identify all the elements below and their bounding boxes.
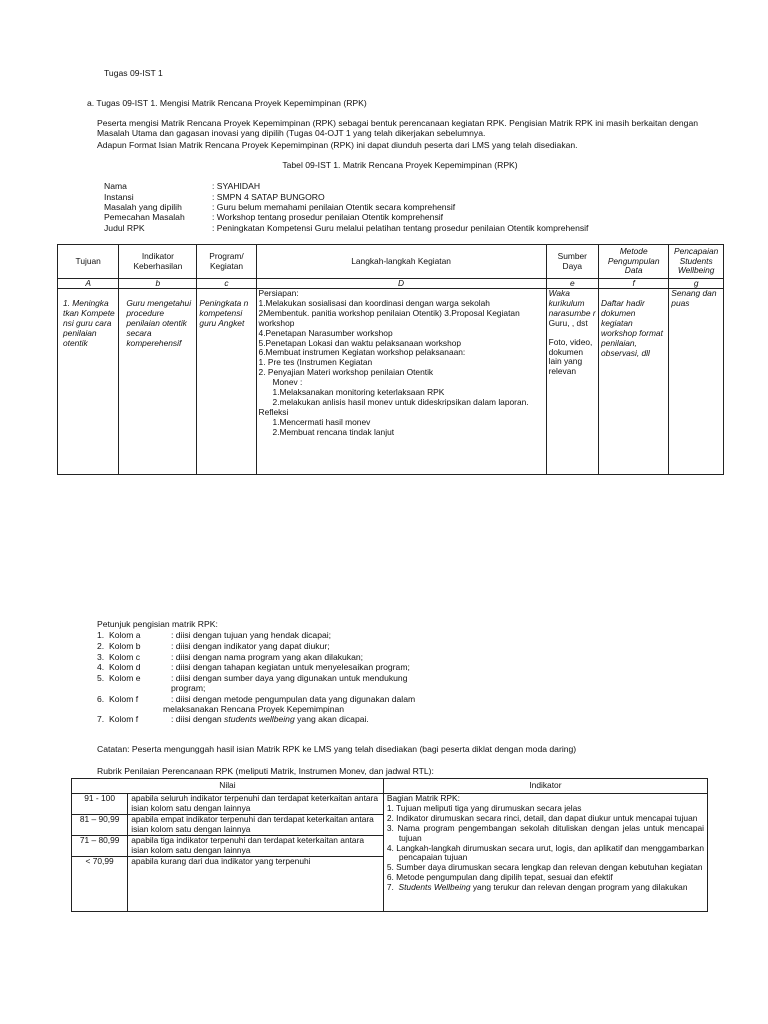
instruction-kolom: Kolom b — [109, 641, 141, 651]
identity-value: : Peningkatan Kompetensi Guru melalui pelatihan tentang prosedur penilaian Otentik komprehensif — [212, 223, 589, 233]
instruction-text: : diisi dengan nama program yang akan dilakukan; — [171, 652, 364, 662]
letter-b: b — [119, 279, 197, 289]
rubric-row — [72, 794, 708, 815]
instruction-kolom: Kolom e — [109, 673, 141, 683]
langkah-step: 2. Penyajian Materi workshop penilaian Otentik — [258, 367, 434, 378]
instruction-num: 1. — [97, 630, 105, 640]
rubric-header-nilai: Nilai — [72, 779, 384, 794]
instruction-text: : diisi dengan metode pengumpulan data yang digunakan dalam — [171, 694, 416, 704]
matrix-letter-row — [58, 279, 724, 289]
rubric-nilai: 71 – 80,99 — [72, 836, 128, 857]
item7-rest: yang terukur dan relevan dengan program yang dilakukan — [470, 882, 688, 893]
instruction-text: melaksanakan Rencana Proyek Kepemimpinan — [163, 704, 345, 714]
instruction-num: 7. — [97, 714, 105, 724]
instruction-text: : diisi dengan tujuan yang hendak dicapai; — [171, 630, 332, 640]
letter-g: g — [669, 279, 724, 289]
header-indikator: Indikator Keberhasilan — [119, 245, 197, 279]
cell-metode: Daftar hadir dokumen kegiatan workshop format penilaian, observasi, dll — [599, 289, 669, 475]
table-caption: Tabel 09-IST 1. Matrik Rencana Proyek Kepemimpinan (RPK) — [282, 160, 518, 170]
langkah-step: 2.melakukan anlisis hasil monev untuk dideskripsikan dalam laporan. — [272, 396, 529, 407]
sumber-item: Foto, video, dokumen lain yang relevan — [548, 336, 593, 377]
intro-paragraph-2: Adapun Format Isian Matrik Rencana Proyek Kepemimpinan (RPK) ini dapat diunduh peserta dari LMS yang telah disediakan. — [97, 140, 578, 150]
rubric-indikator-item: 6. Metode pengumpulan dang dipilih tepat, sesuai dan efektif — [386, 872, 613, 883]
rubric-keterangan: apabila tiga indikator terpenuhi dan terdapat keterkaitan antara isian kolom satu dengan lainnya — [128, 836, 384, 857]
cell-sumber — [546, 289, 598, 475]
rubric-indikator-item: 4. Langkah-langkah dirumuskan secara urut, logis, dan aplikatif dan menggambarkan pencapaian tujuan — [386, 842, 704, 863]
matrix-header-row — [58, 245, 724, 279]
letter-a: A — [58, 279, 119, 289]
identity-value: : SMPN 4 SATAP BUNGORO — [212, 192, 325, 202]
header-sumber: Sumber Daya — [546, 245, 598, 279]
instruction-text-post: yang akan dicapai. — [294, 714, 369, 724]
identity-label: Judul RPK — [104, 223, 145, 233]
header-program: Program/ Kegiatan — [197, 245, 256, 279]
instruction-kolom: Kolom d — [109, 662, 141, 672]
instruction-text-pre: : diisi dengan — [171, 714, 225, 724]
langkah-step: 5.Penetapan Lokasi dan waktu pelaksanaan workshop — [258, 337, 462, 348]
letter-f: f — [599, 279, 669, 289]
item7-italic: Students Wellbeing — [398, 882, 471, 893]
identity-row-judul — [104, 223, 664, 234]
langkah-step: 1.Mencermati hasil monev — [272, 416, 371, 427]
rubric-keterangan: apabila empat indikator terpenuhi dan terdapat keterkaitan antara isian kolom satu dengan lainnya — [128, 815, 384, 836]
rubric-nilai: < 70,99 — [72, 857, 128, 912]
cell-program: Peningkata n kompetensi guru Angket — [197, 289, 256, 475]
instruction-kolom: Kolom f — [109, 694, 139, 704]
rubric-header-row — [72, 779, 708, 794]
intro-paragraph: Peserta mengisi Matrik Rencana Proyek Kepemimpinan (RPK) sebagai bentuk perencanaan kegiatan RPK. Pengisian Matrik RPK ini masih berkaitan dengan Masalah Utama dan gagasan inovasi yang dipilih (Tugas 04-OJT 1 yang telah dikerjakan sebelumnya. — [97, 118, 698, 139]
letter-c: c — [197, 279, 256, 289]
langkah-step: Persiapan: — [258, 288, 299, 298]
identity-label: Masalah yang dipilih — [104, 202, 182, 212]
instruction-num: 6. — [97, 694, 105, 704]
instruction-text: : diisi dengan indikator yang dapat diukur; — [171, 641, 330, 651]
instructions-title: Petunjuk pengisian matrik RPK: — [97, 619, 218, 629]
identity-row-pemecahan — [104, 212, 664, 223]
langkah-step: 1.Melaksanakan monitoring keterlaksaan RPK — [272, 387, 445, 398]
langkah-step: Refleksi — [258, 406, 289, 417]
cell-langkah — [256, 289, 546, 475]
instruction-kolom: Kolom a — [109, 630, 141, 640]
letter-e: e — [546, 279, 598, 289]
header-metode: Metode Pengumpulan Data — [599, 245, 669, 279]
instruction-text: program; — [171, 683, 206, 693]
langkah-step: 1.Melakukan sosialisasi dan koordinasi dengan warga sekolah — [258, 297, 490, 308]
cell-tujuan: 1. Meningka tkan Kompete nsi guru cara penilaian otentik — [58, 289, 119, 475]
rubric-indikator-item: 1. Tujuan meliputi tiga yang dirumuskan secara jelas — [386, 802, 582, 813]
rpk-matrix-table — [57, 244, 724, 475]
instruction-text: : diisi dengan sumber daya yang digunakan untuk mendukung — [171, 673, 408, 683]
rubric-header-indikator: Indikator — [383, 779, 707, 794]
cell-pencapaian: Senang dan puas — [669, 289, 724, 475]
langkah-step: 4.Penetapan Narasumber workshop — [258, 327, 393, 338]
rubric-nilai: 91 - 100 — [72, 794, 128, 815]
matrix-data-row — [58, 289, 724, 475]
task-title: Tugas 09-IST 1 — [104, 68, 163, 78]
langkah-step: 2Membentuk. panitia workshop penilaian Otentik) 3.Proposal Kegiatan workshop — [258, 307, 520, 328]
sumber-item: Waka kurikulum narasumbe r — [548, 288, 596, 318]
header-tujuan: Tujuan — [58, 245, 119, 279]
instruction-num: 5. — [97, 673, 105, 683]
identity-label: Pemecahan Masalah — [104, 212, 185, 222]
rubric-indikator-item: 2. Indikator dirumuskan secara rinci, detail, dan dapat diukur untuk mencapai tujuan — [386, 812, 698, 823]
rubric-indikator-item: 3. Nama program pengembangan sekolah dituliskan dengan jelas untuk mencapai tujuan — [386, 822, 704, 843]
instruction-num: 3. — [97, 652, 105, 662]
header-langkah: Langkah-langkah Kegiatan — [256, 245, 546, 279]
item7-num: 7. — [386, 882, 394, 893]
sumber-item: Guru, , dst — [548, 317, 588, 328]
instruction-num: 4. — [97, 662, 105, 672]
rubric-nilai: 81 – 90,99 — [72, 815, 128, 836]
instruction-num: 2. — [97, 641, 105, 651]
rubric-indikator-cell — [383, 794, 707, 912]
identity-row-nama — [104, 181, 664, 192]
rubric-bagian: Bagian Matrik RPK: — [386, 793, 460, 803]
identity-value: : Guru belum memahami penilaian Otentik secara komprehensif — [212, 202, 456, 212]
identity-label: Nama — [104, 181, 127, 191]
header-pencapaian: Pencapaian Students Wellbeing — [669, 245, 724, 279]
rubric-title: Rubrik Penilaian Perencanaan RPK (meliputi Matrik, Instrumen Monev, dan jadwal RTL): — [97, 766, 434, 776]
instruction-kolom: Kolom c — [109, 652, 141, 662]
rubric-keterangan: apabila seluruh indikator terpenuhi dan terdapat keterkaitan antara isian kolom satu dengan lainnya — [128, 794, 384, 815]
letter-d: D — [256, 279, 546, 289]
langkah-step: Monev : — [272, 377, 303, 388]
langkah-step: 1. Pre tes (Instrumen Kegiatan — [258, 357, 373, 368]
instruction-text — [171, 714, 369, 724]
cell-indikator: Guru mengetahui procedure penilaian otentik secara komperehensif — [119, 289, 197, 475]
instruction-kolom: Kolom f — [109, 714, 139, 724]
identity-value: : Workshop tentang prosedur penilaian Otentik komprehensif — [212, 212, 444, 222]
rubric-table — [71, 778, 708, 912]
identity-value: : SYAHIDAH — [212, 181, 261, 191]
langkah-step: 6.Membuat instrumen Kegiatan workshop pelaksanaan: — [258, 347, 466, 358]
identity-label: Instansi — [104, 192, 134, 202]
catatan-note: Catatan: Peserta mengunggah hasil isian Matrik RPK ke LMS yang telah disediakan (bagi peserta diklat dengan moda daring) — [97, 744, 577, 754]
langkah-step: 2.Membuat rencana tindak lanjut — [272, 426, 395, 437]
rubric-indikator-item: 5. Sumber daya dirumuskan secara lengkap dan relevan dengan kebutuhan kegiatan — [386, 862, 703, 873]
rubric-keterangan: apabila kurang dari dua indikator yang terpenuhi — [128, 857, 384, 912]
rubric-indikator-item-7 — [387, 883, 704, 893]
instruction-text-italic: students wellbeing — [224, 714, 295, 724]
section-heading: a. Tugas 09-IST 1. Mengisi Matrik Rencana Proyek Kepemimpinan (RPK) — [87, 98, 367, 108]
instruction-text: : diisi dengan tahapan kegiatan untuk menyelesaikan program; — [171, 662, 410, 672]
